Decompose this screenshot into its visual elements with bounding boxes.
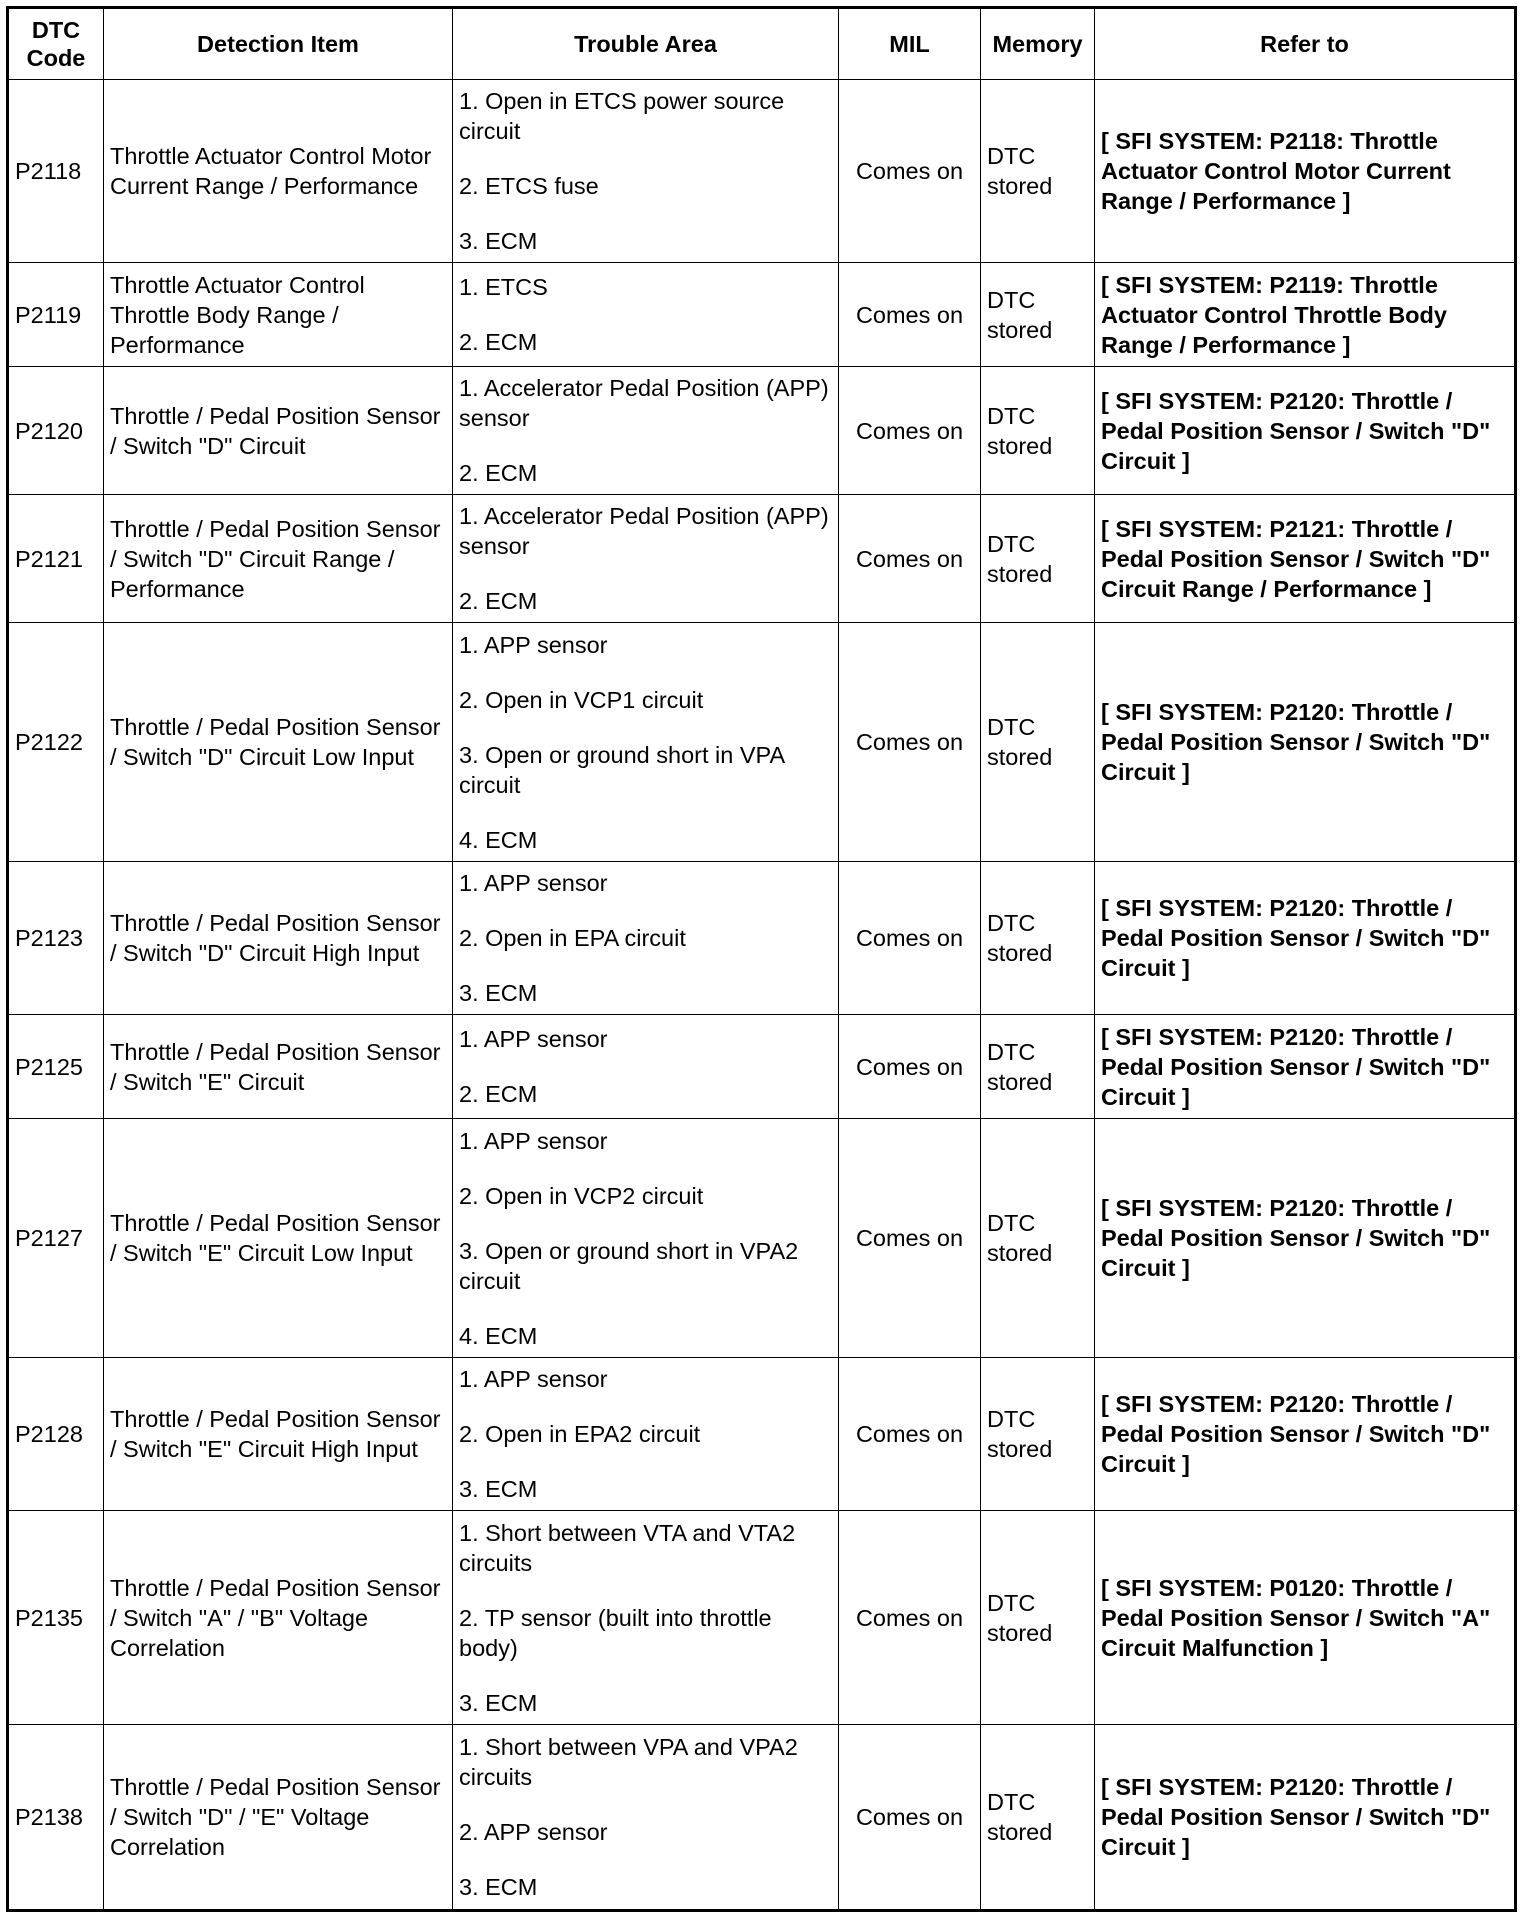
- memory-cell: DTC stored: [981, 495, 1095, 623]
- mil-cell: Comes on: [839, 263, 981, 367]
- table-row: [8, 1119, 1516, 1358]
- refer-to-cell: [ SFI SYSTEM: P2120: Throttle / Pedal Position Sensor / Switch "D" Circuit ]: [1095, 1119, 1516, 1358]
- refer-to-cell: [ SFI SYSTEM: P2118: Throttle Actuator Control Motor Current Range / Performance ]: [1095, 80, 1516, 263]
- trouble-area-line: 2. TP sensor (built into throttle body): [459, 1604, 772, 1661]
- dtc-table: [6, 6, 1517, 1912]
- dtc-code-cell: P2122: [8, 623, 104, 862]
- detection-item-cell: Throttle / Pedal Position Sensor / Switch "D" Circuit: [104, 367, 453, 495]
- dtc-code-cell: P2135: [8, 1511, 104, 1725]
- mil-cell: Comes on: [839, 367, 981, 495]
- dtc-code-cell: P2128: [8, 1358, 104, 1511]
- table-body: [8, 80, 1516, 1911]
- trouble-area-line: 1. APP sensor: [459, 870, 608, 896]
- trouble-area-line: 1. Short between VTA and VTA2 circuits: [459, 1519, 796, 1576]
- detection-item-cell: Throttle / Pedal Position Sensor / Switch "D" / "E" Voltage Correlation: [104, 1725, 453, 1911]
- dtc-code-cell: P2120: [8, 367, 104, 495]
- mil-cell: Comes on: [839, 623, 981, 862]
- refer-to-cell: [ SFI SYSTEM: P2120: Throttle / Pedal Position Sensor / Switch "D" Circuit ]: [1095, 367, 1516, 495]
- trouble-area-line: 3. ECM: [459, 1689, 538, 1716]
- detection-item-cell: Throttle / Pedal Position Sensor / Switch "D" Circuit Range / Performance: [104, 495, 453, 623]
- memory-cell: DTC stored: [981, 623, 1095, 862]
- mil-cell: Comes on: [839, 862, 981, 1015]
- trouble-area-line: 1. APP sensor: [459, 1127, 608, 1154]
- trouble-area-line: 1. Open in ETCS power source circuit: [459, 88, 785, 144]
- trouble-area-cell: [453, 623, 839, 862]
- table-header: [8, 8, 1516, 80]
- refer-to-cell: [ SFI SYSTEM: P2120: Throttle / Pedal Position Sensor / Switch "D" Circuit ]: [1095, 623, 1516, 862]
- detection-item-cell: Throttle / Pedal Position Sensor / Switch "D" Circuit Low Input: [104, 623, 453, 862]
- trouble-area-line: 1. APP sensor: [459, 631, 608, 658]
- refer-to-cell: [ SFI SYSTEM: P2119: Throttle Actuator Control Throttle Body Range / Performance ]: [1095, 263, 1516, 367]
- trouble-area-line: 2. Open in EPA2 circuit: [459, 1421, 701, 1447]
- mil-cell: Comes on: [839, 1358, 981, 1511]
- trouble-area-line: 3. Open or ground short in VPA circuit: [459, 741, 784, 798]
- trouble-area-line: 3. ECM: [459, 1476, 538, 1502]
- header-detection-item: Detection Item: [104, 8, 453, 80]
- memory-cell: DTC stored: [981, 1358, 1095, 1511]
- detection-item-cell: Throttle / Pedal Position Sensor / Switch "E" Circuit: [104, 1015, 453, 1119]
- refer-to-cell: [ SFI SYSTEM: P0120: Throttle / Pedal Position Sensor / Switch "A" Circuit Malfunction ]: [1095, 1511, 1516, 1725]
- trouble-area-cell: [453, 1119, 839, 1358]
- detection-item-cell: Throttle / Pedal Position Sensor / Switch "E" Circuit High Input: [104, 1358, 453, 1511]
- refer-to-cell: [ SFI SYSTEM: P2121: Throttle / Pedal Position Sensor / Switch "D" Circuit Range / Performance ]: [1095, 495, 1516, 623]
- table-row: [8, 1358, 1516, 1511]
- table-row: [8, 623, 1516, 862]
- header-mil: MIL: [839, 8, 981, 80]
- trouble-area-cell: [453, 367, 839, 495]
- trouble-area-line: 2. Open in VCP2 circuit: [459, 1182, 704, 1209]
- detection-item-cell: Throttle Actuator Control Throttle Body Range / Performance: [104, 263, 453, 367]
- trouble-area-line: 3. ECM: [459, 228, 538, 254]
- mil-cell: Comes on: [839, 1119, 981, 1358]
- memory-cell: DTC stored: [981, 1725, 1095, 1911]
- detection-item-cell: Throttle / Pedal Position Sensor / Switch "D" Circuit High Input: [104, 862, 453, 1015]
- dtc-code-cell: P2125: [8, 1015, 104, 1119]
- trouble-area-line: 3. ECM: [459, 980, 538, 1006]
- trouble-area-line: 1. Accelerator Pedal Position (APP) sensor: [459, 503, 829, 559]
- trouble-area-line: 1. Accelerator Pedal Position (APP) sensor: [459, 375, 829, 431]
- memory-cell: DTC stored: [981, 263, 1095, 367]
- trouble-area-line: 4. ECM: [459, 1322, 538, 1349]
- trouble-area-cell: [453, 1725, 839, 1911]
- header-memory: Memory: [981, 8, 1095, 80]
- refer-to-cell: [ SFI SYSTEM: P2120: Throttle / Pedal Position Sensor / Switch "D" Circuit ]: [1095, 1725, 1516, 1911]
- trouble-area-line: 1. APP sensor: [459, 1026, 608, 1052]
- header-trouble-area: Trouble Area: [453, 8, 839, 80]
- trouble-area-line: 1. Short between VPA and VPA2 circuits: [459, 1734, 798, 1790]
- memory-cell: DTC stored: [981, 1511, 1095, 1725]
- trouble-area-line: 3. ECM: [459, 1874, 538, 1900]
- trouble-area-cell: [453, 1511, 839, 1725]
- refer-to-cell: [ SFI SYSTEM: P2120: Throttle / Pedal Position Sensor / Switch "D" Circuit ]: [1095, 1015, 1516, 1119]
- memory-cell: DTC stored: [981, 80, 1095, 263]
- table-row: [8, 80, 1516, 263]
- trouble-area-cell: [453, 495, 839, 623]
- trouble-area-line: 2. APP sensor: [459, 1819, 608, 1845]
- header-refer-to: Refer to: [1095, 8, 1516, 80]
- trouble-area-cell: [453, 263, 839, 367]
- trouble-area-line: 2. ECM: [459, 329, 538, 355]
- dtc-code-cell: P2118: [8, 80, 104, 263]
- trouble-area-cell: [453, 80, 839, 263]
- header-dtc-code: DTC Code: [8, 8, 104, 80]
- trouble-area-line: 1. APP sensor: [459, 1366, 608, 1392]
- mil-cell: Comes on: [839, 495, 981, 623]
- table-row: [8, 367, 1516, 495]
- header-row: [8, 8, 1516, 80]
- trouble-area-line: 2. ETCS fuse: [459, 173, 599, 199]
- trouble-area-cell: [453, 862, 839, 1015]
- trouble-area-line: 3. Open or ground short in VPA2 circuit: [459, 1237, 799, 1294]
- detection-item-cell: Throttle / Pedal Position Sensor / Switch "A" / "B" Voltage Correlation: [104, 1511, 453, 1725]
- mil-cell: Comes on: [839, 1725, 981, 1911]
- trouble-area-cell: [453, 1358, 839, 1511]
- dtc-code-cell: P2123: [8, 862, 104, 1015]
- table-row: [8, 495, 1516, 623]
- trouble-area-line: 2. ECM: [459, 460, 538, 486]
- trouble-area-line: 2. Open in EPA circuit: [459, 925, 686, 951]
- trouble-area-line: 1. ETCS: [459, 274, 548, 300]
- trouble-area-line: 4. ECM: [459, 826, 538, 853]
- dtc-code-cell: P2138: [8, 1725, 104, 1911]
- mil-cell: Comes on: [839, 1015, 981, 1119]
- memory-cell: DTC stored: [981, 367, 1095, 495]
- mil-cell: Comes on: [839, 80, 981, 263]
- detection-item-cell: Throttle Actuator Control Motor Current Range / Performance: [104, 80, 453, 263]
- memory-cell: DTC stored: [981, 862, 1095, 1015]
- table-row: [8, 1725, 1516, 1911]
- mil-cell: Comes on: [839, 1511, 981, 1725]
- trouble-area-line: 2. ECM: [459, 1081, 538, 1107]
- trouble-area-line: 2. ECM: [459, 588, 538, 614]
- memory-cell: DTC stored: [981, 1119, 1095, 1358]
- table-row: [8, 1511, 1516, 1725]
- table-row: [8, 263, 1516, 367]
- dtc-code-cell: P2119: [8, 263, 104, 367]
- detection-item-cell: Throttle / Pedal Position Sensor / Switch "E" Circuit Low Input: [104, 1119, 453, 1358]
- refer-to-cell: [ SFI SYSTEM: P2120: Throttle / Pedal Position Sensor / Switch "D" Circuit ]: [1095, 862, 1516, 1015]
- refer-to-cell: [ SFI SYSTEM: P2120: Throttle / Pedal Position Sensor / Switch "D" Circuit ]: [1095, 1358, 1516, 1511]
- dtc-code-cell: P2127: [8, 1119, 104, 1358]
- trouble-area-line: 2. Open in VCP1 circuit: [459, 686, 704, 713]
- memory-cell: DTC stored: [981, 1015, 1095, 1119]
- dtc-code-cell: P2121: [8, 495, 104, 623]
- trouble-area-cell: [453, 1015, 839, 1119]
- table-row: [8, 862, 1516, 1015]
- table-row: [8, 1015, 1516, 1119]
